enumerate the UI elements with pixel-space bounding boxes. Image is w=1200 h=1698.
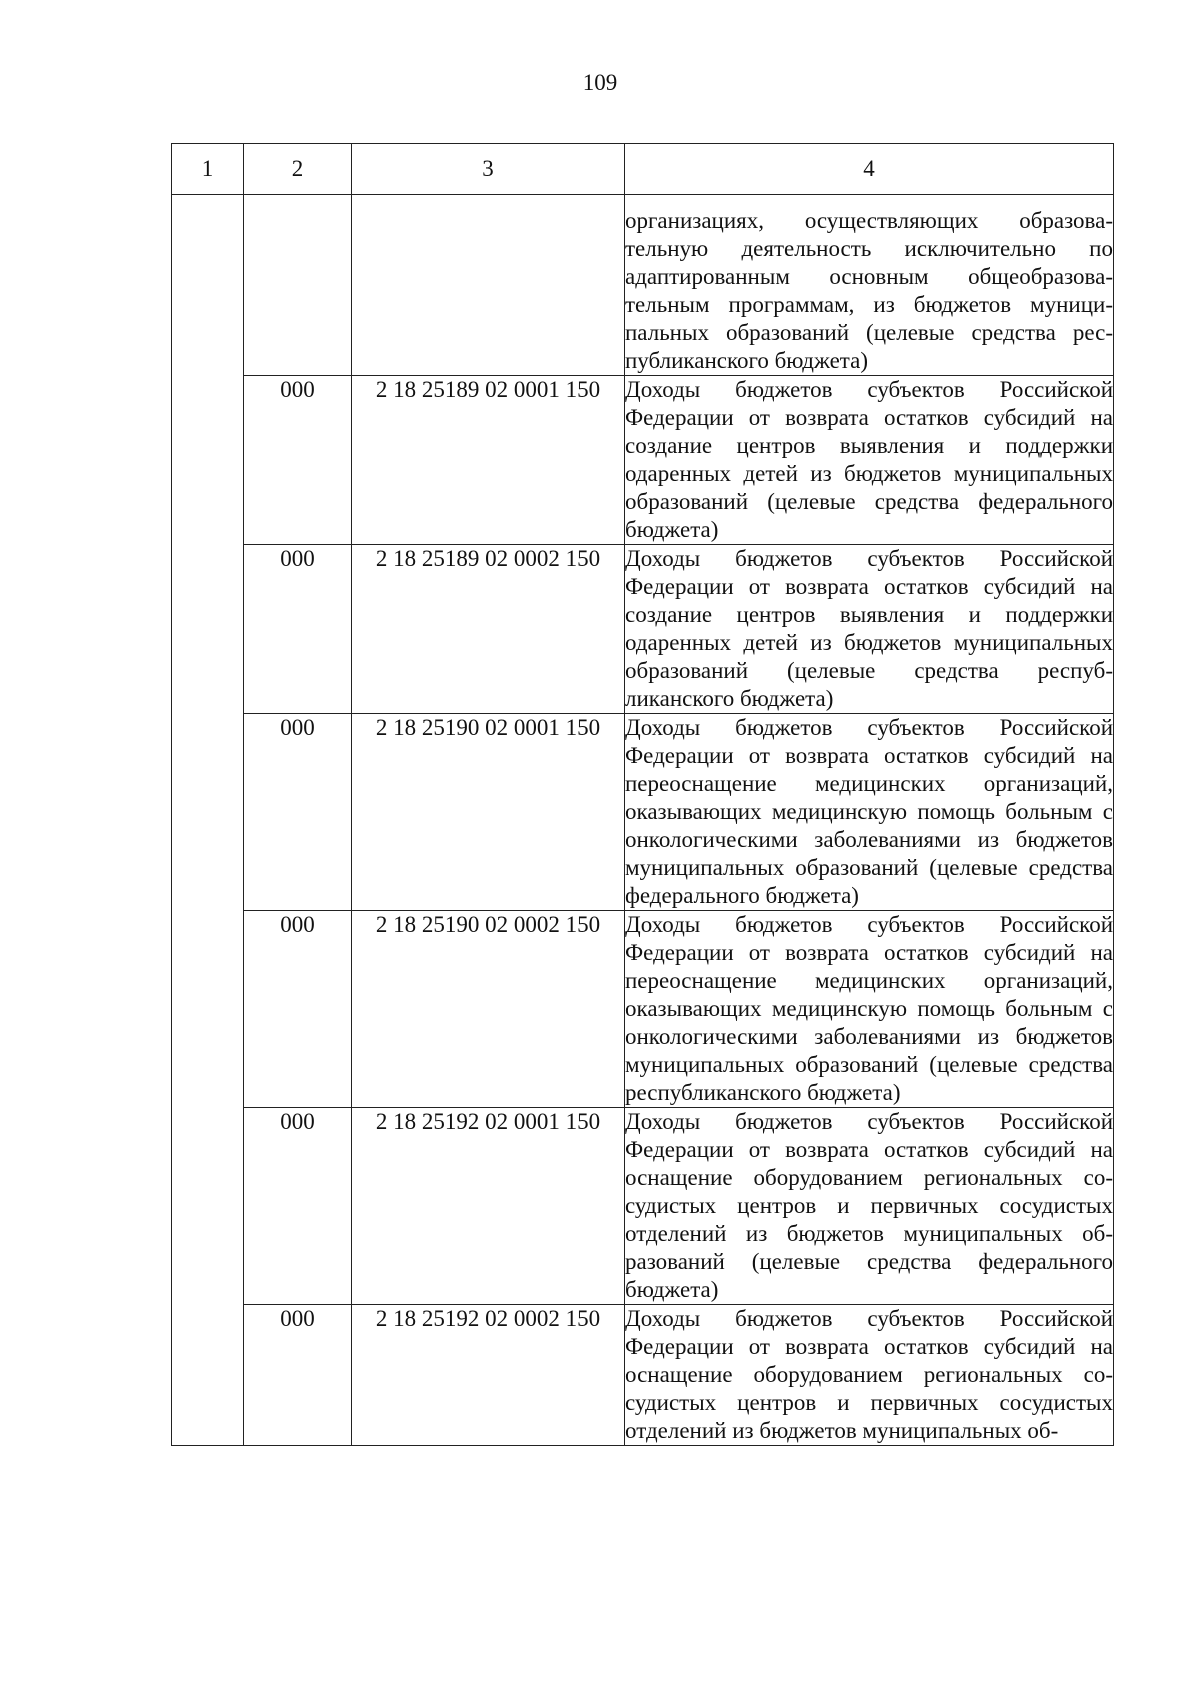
table-row (172, 1108, 1114, 1305)
table-row (172, 376, 1114, 545)
admin-code-cell: 000 (244, 1108, 352, 1305)
description-cell: Доходы бюджетов субъектов Российской Федерации от возврата остатков субсидий на переоснащение медицинских организаций, оказывающих медицинскую помощь больным с онкологическими заболеваниями из бюджетов муниципальных образований (целевые средства федерального бюджета) (625, 714, 1114, 911)
table-row (172, 545, 1114, 714)
income-code-cell: 2 18 25192 02 0001 150 (352, 1108, 625, 1305)
admin-code-cell: 000 (244, 1305, 352, 1446)
header-col-1: 1 (172, 144, 244, 195)
page-number: 109 (582, 70, 618, 95)
description-cell: Доходы бюджетов субъектов Российской Федерации от возврата остатков субсидий на создание центров выявления и поддержки одаренных детей из бюджетов муниципальных образований (целевые средства республиканского бюджета) (625, 545, 1114, 714)
income-code-cell: 2 18 25189 02 0002 150 (352, 545, 625, 714)
table-row (172, 1305, 1114, 1446)
description-cell: Доходы бюджетов субъектов Российской Федерации от возврата остатков субсидий на оснащение оборудованием региональных сосудистых центров и первичных сосудистых отделений из бюджетов муниципальных об- (625, 1305, 1114, 1446)
income-code-cell (352, 195, 625, 376)
description-cell: организациях, осуществляющих образовательную деятельность исключительно по адаптированным основным общеобразовательным программам, из бюджетов муниципальных образований (целевые средства республиканского бюджета) (625, 195, 1114, 376)
income-code-cell: 2 18 25189 02 0001 150 (352, 376, 625, 545)
header-col-2: 2 (244, 144, 352, 195)
table-row (172, 714, 1114, 911)
table-row (172, 911, 1114, 1108)
description-cell: Доходы бюджетов субъектов Российской Федерации от возврата остатков субсидий на создание центров выявления и поддержки одаренных детей из бюджетов муниципальных образований (целевые средства федерального бюджета) (625, 376, 1114, 545)
income-code-cell: 2 18 25190 02 0002 150 (352, 911, 625, 1108)
admin-code-cell: 000 (244, 714, 352, 911)
header-col-4: 4 (625, 144, 1114, 195)
admin-code-cell (244, 195, 352, 376)
admin-code-cell: 000 (244, 545, 352, 714)
table-header-row (172, 144, 1114, 195)
table-row (172, 195, 1114, 376)
income-code-cell: 2 18 25192 02 0002 150 (352, 1305, 625, 1446)
description-cell: Доходы бюджетов субъектов Российской Федерации от возврата остатков субсидий на переоснащение медицинских организаций, оказывающих медицинскую помощь больным с онкологическими заболеваниями из бюджетов муниципальных образований (целевые средства республиканского бюджета) (625, 911, 1114, 1108)
row-group-cell (172, 195, 244, 1446)
income-codes-table (171, 143, 1114, 1446)
admin-code-cell: 000 (244, 376, 352, 545)
description-cell: Доходы бюджетов субъектов Российской Федерации от возврата остатков субсидий на оснащение оборудованием региональных сосудистых центров и первичных сосудистых отделений из бюджетов муниципальных образований (целевые средства федерального бюджета) (625, 1108, 1114, 1305)
income-code-cell: 2 18 25190 02 0001 150 (352, 714, 625, 911)
header-col-3: 3 (352, 144, 625, 195)
admin-code-cell: 000 (244, 911, 352, 1108)
